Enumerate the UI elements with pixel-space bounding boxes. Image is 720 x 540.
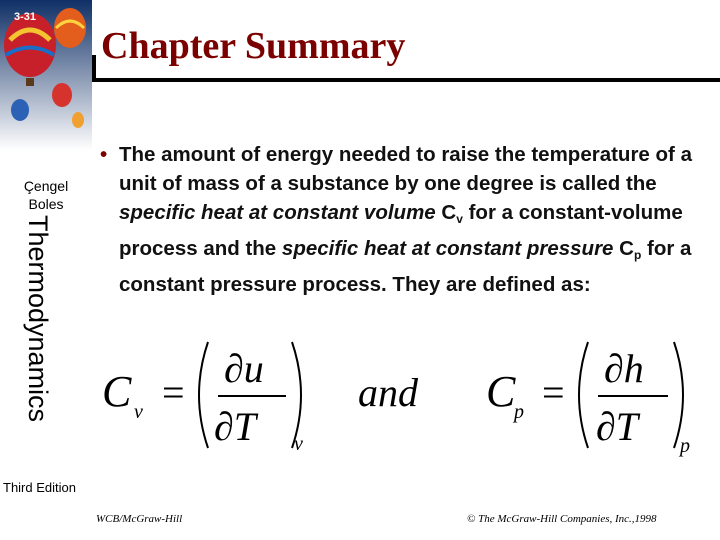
sidebar xyxy=(0,0,92,540)
balloon-photo xyxy=(0,0,92,150)
cv-subscript: v xyxy=(134,401,143,423)
subject-label: Thermodynamics xyxy=(23,215,53,423)
cp-denominator: ∂T xyxy=(596,404,639,449)
edition-label: Third Edition xyxy=(3,480,76,495)
cp-outer-subscript: p xyxy=(680,435,690,457)
specific-heat-formulas xyxy=(96,330,716,460)
author-name-1: Çengel xyxy=(23,178,69,194)
term-specific-heat-pressure: specific heat at constant pressure xyxy=(281,237,614,260)
publisher-footer: WCB/McGraw-Hill xyxy=(96,513,183,525)
cv-numerator: ∂u xyxy=(224,346,264,391)
symbol-cv: C xyxy=(441,201,457,224)
term-specific-heat-volume: specific heat at constant volume xyxy=(119,201,436,224)
bullet-marker: • xyxy=(100,143,108,166)
slide-number: 3-31 xyxy=(14,11,37,23)
cp-subscript: p xyxy=(514,401,524,423)
cp-paren-left xyxy=(579,342,588,448)
symbol-cp-subscript: p xyxy=(633,248,642,262)
bullet-text-part1: The amount of energy needed to raise the temperature of a unit of mass of a substance by one degree is called the xyxy=(119,143,692,195)
subject-title xyxy=(23,215,53,463)
slide-title: Chapter Summary xyxy=(101,25,406,67)
summary-bullet xyxy=(100,140,698,299)
symbol-cp: C xyxy=(619,237,634,260)
copyright-footer: © The McGraw-Hill Companies, Inc.,1998 xyxy=(467,513,657,525)
title-rule xyxy=(92,78,720,82)
cv-denominator: ∂T xyxy=(214,404,257,449)
bullet-text-part2: for a constant-volume process and the xyxy=(119,201,683,260)
cp-numerator: ∂h xyxy=(604,346,644,391)
cv-equals: = xyxy=(162,370,185,415)
author-name-2: Boles xyxy=(28,196,64,212)
conjunction: and xyxy=(358,370,418,415)
cp-equals: = xyxy=(542,370,565,415)
cv-symbol: C xyxy=(102,367,132,416)
bullet-text-part3: for a constant pressure process. They are defined as: xyxy=(119,237,692,296)
cv-outer-subscript: v xyxy=(294,433,303,455)
symbol-cv-subscript: v xyxy=(456,212,463,226)
cp-symbol: C xyxy=(486,367,516,416)
cp-paren-right xyxy=(674,342,683,448)
bullet-text xyxy=(119,140,698,299)
cv-paren-left xyxy=(199,342,208,448)
